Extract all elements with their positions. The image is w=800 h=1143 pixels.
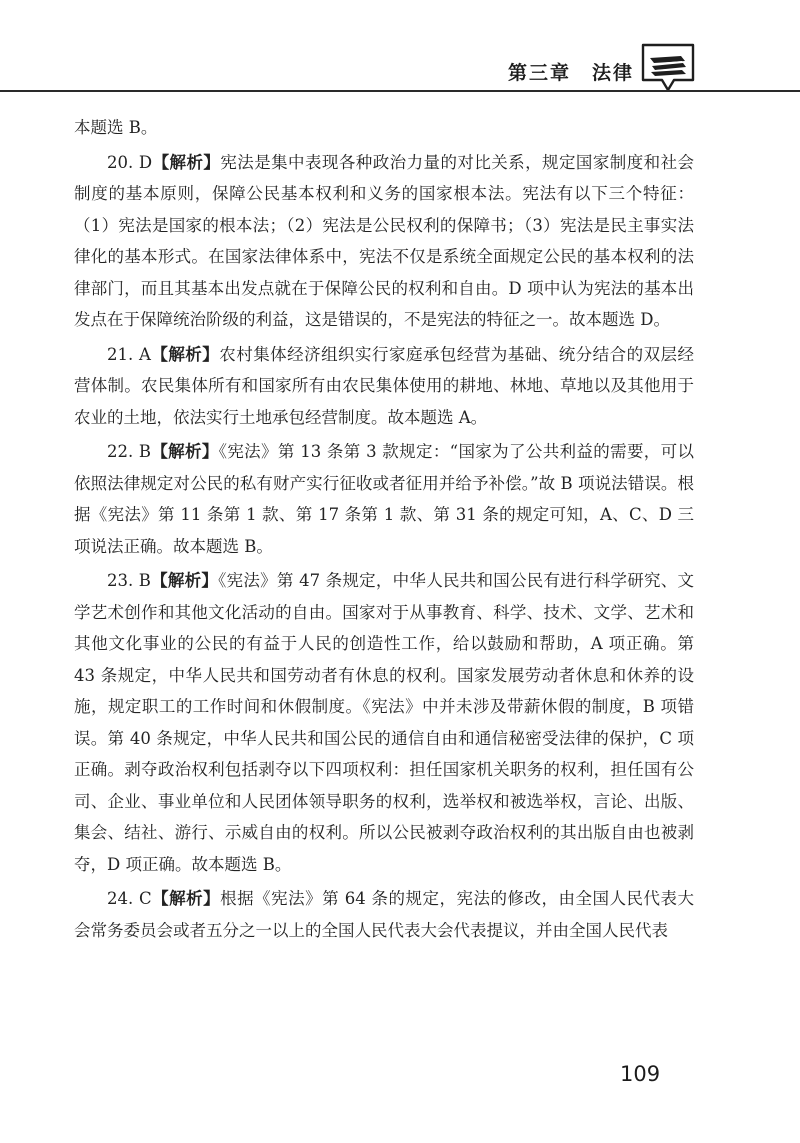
answer-number: 21. A — [107, 344, 151, 364]
answer-paragraph — [74, 565, 694, 880]
answer-body: 根据《宪法》第 64 条的规定，宪法的修改，由全国人民代表大会常务委员会或者五分之一以上的全国人民代表大会代表提议，并由全国人民代表 — [74, 889, 694, 940]
book-stack-icon — [640, 42, 696, 94]
answer-body: 《宪法》第 47 条规定，中华人民共和国公民有进行科学研究、文学艺术创作和其他文化活动的自由。国家对于从事教育、科学、技术、文学、艺术和其他文化事业的公民的有益于人民的创造性工作，给以鼓励和帮助，A 项正确。第 43 条规定，中华人民共和国劳动者有休息的权利。国家发展劳动者休息和休养的设施，规定职工的工作时间和休假制度。《宪法》中并未涉及带薪休假的制度，B 项错误。第 40 条规定，中华人民共和国公民的通信自由和通信秘密受法律的保护，C 项正确。剥夺政治权利包括剥夺以下四项权利：担任国家机关职务的权利，担任国有公司、企业、事业单位和人民团体领导职务的权利，选举权和被选举权，言论、出版、集会、结社、游行、示威自由的权利。所以公民被剥夺政治权利的其出版自由也被剥夺，D 项正确。故本题选 B。 — [74, 571, 694, 874]
answer-number: 24. C — [107, 889, 152, 908]
analysis-tag: 【解析】 — [150, 442, 219, 461]
answer-body: 农村集体经济组织实行家庭承包经营为基础、统分结合的双层经营体制。农民集体所有和国家所有由农民集体使用的耕地、林地、草地以及其他用于农业的土地，依法实行土地承包经营制度。故本题选 A。 — [74, 344, 695, 427]
page-number: 109 — [620, 1062, 661, 1086]
header-rule — [0, 90, 800, 92]
answer-paragraph — [74, 147, 694, 336]
answer-paragraph: 本题选 B。 — [74, 118, 158, 137]
answer-number: 22. B — [107, 442, 151, 461]
answer-number: 20. D — [107, 152, 153, 172]
analysis-tag: 【解析】 — [150, 571, 219, 590]
analysis-tag: 【解析】 — [150, 344, 220, 364]
answer-paragraph — [74, 436, 694, 562]
answer-body: 宪法是集中表现各种政治力量的对比关系，规定国家制度和社会制度的基本原则，保障公民基本权利和义务的国家根本法。宪法有以下三个特征：（1）宪法是国家的根本法；（2）宪法是公民权利的保障书；（3）宪法是民主事实法律化的基本形式。在国家法律体系中，宪法不仅是系统全面规定公民的基本权利的法律部门，而且其基本出发点就在于保障公民的权利和自由。D 项中认为宪法的基本出发点在于保障统治阶级的利益，这是错误的，不是宪法的特征之一。故本题选 D。 — [74, 152, 695, 329]
answer-number: 23. B — [107, 571, 151, 590]
answer-paragraph — [74, 339, 694, 434]
chapter-title: 第三章 法律 — [508, 62, 635, 84]
analysis-tag: 【解析】 — [152, 152, 221, 172]
answer-body: 《宪法》第 13 条第 3 款规定：“国家为了公共利益的需要，可以依照法律规定对公民的私有财产实行征收或者征用并给予补偿。”故 B 项说法错误。根据《宪法》第 11 条第 1 款、第 17 条第 1 款、第 31 条的规定可知，A、C、D 三项说法正确。故本题选 B。 — [74, 442, 694, 556]
answer-explanations — [74, 112, 694, 946]
answer-paragraph — [74, 883, 694, 946]
analysis-tag: 【解析】 — [151, 889, 221, 908]
